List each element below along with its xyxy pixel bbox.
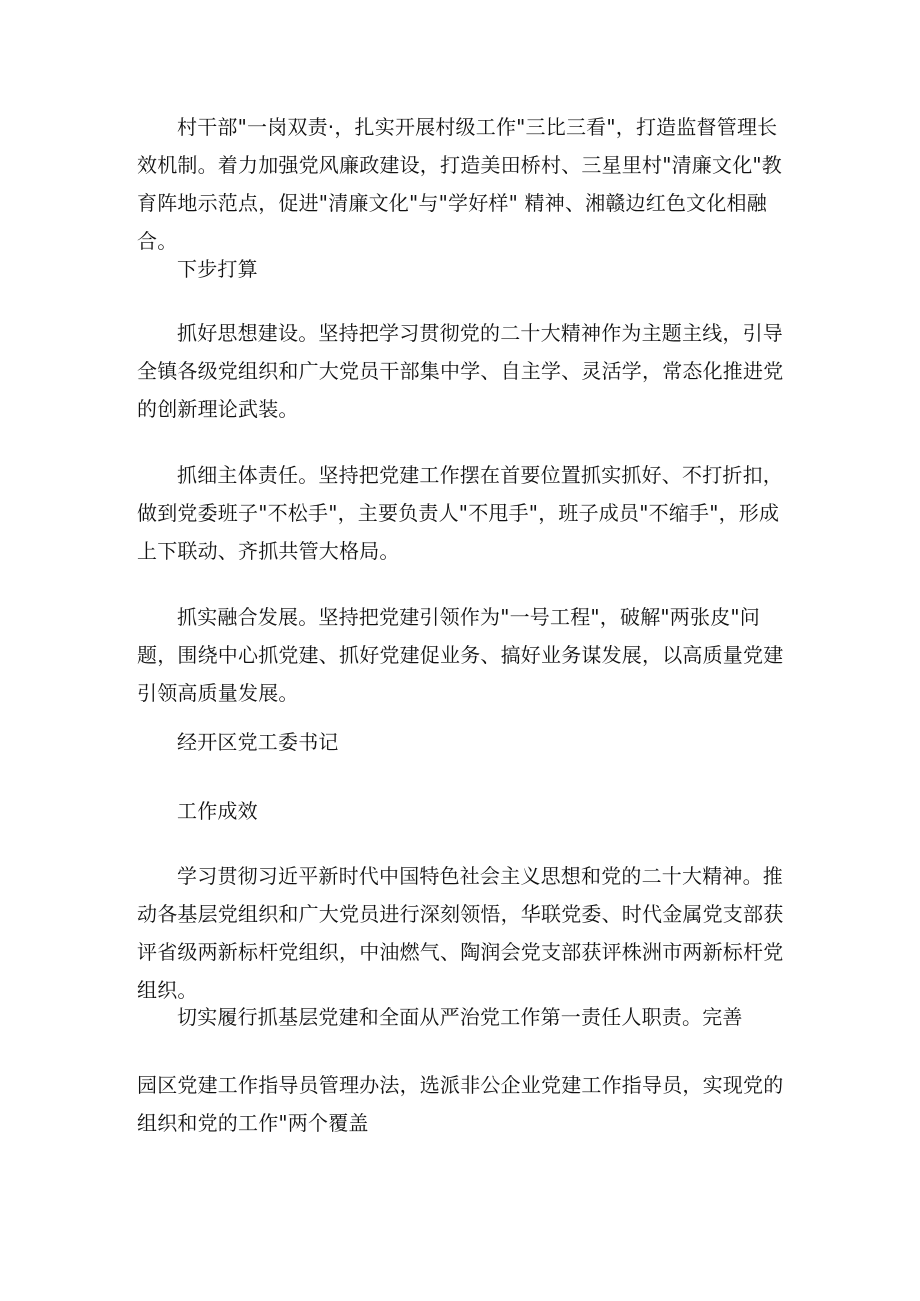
section-heading-development-zone-secretary: 经开区党工委书记 bbox=[177, 730, 339, 754]
paragraph-village-cadre-supervision: 村干部"一岗双责·，扎实开展村级工作"三比三看"，打造监督管理长效机制。着力加强党风廉政建设，打造美田桥村、三星里村"清廉文化"教育阵地示范点，促进"清廉文化"与"学好样" 精神、湘赣边红色文化相融合。 bbox=[137, 115, 782, 253]
paragraph-study-and-implementation: 学习贯彻习近平新时代中国特色社会主义思想和党的二十大精神。推动各基层党组织和广大党员进行深刻领悟，华联党委、时代金属党支部获评省级两新标杆党组织，中油燃气、陶润会党支部获评株洲市两新标杆党组织。 bbox=[137, 864, 784, 1002]
paragraph-integrated-development: 抓实融合发展。坚持把党建引领作为"一号工程"，破解"两张皮"问题，围绕中心抓党建、抓好党建促业务、搞好业务谋发展，以高质量党建引领高质量发展。 bbox=[137, 605, 784, 705]
section-heading-work-results: 工作成效 bbox=[177, 799, 258, 823]
paragraph-ideological-building: 抓好思想建设。坚持把学习贯彻党的二十大精神作为主题主线，引导全镇各级党组织和广大党员干部集中学、自主学、灵活学，常态化推进党的创新理论武装。 bbox=[137, 321, 784, 421]
paragraph-party-building-guide: 园区党建工作指导员管理办法，选派非公企业党建工作指导员，实现党的组织和党的工作"两个覆盖 bbox=[137, 1073, 784, 1135]
section-heading-next-plan: 下步打算 bbox=[177, 257, 258, 281]
paragraph-first-responsible-person: 切实履行抓基层党建和全面从严治党工作第一责任人职责。完善 bbox=[177, 1005, 743, 1029]
paragraph-main-responsibility: 抓细主体责任。坚持把党建工作摆在首要位置抓实抓好、不打折扣，做到党委班子"不松手"，主要负责人"不甩手"，班子成员"不缩手"，形成上下联动、齐抓共管大格局。 bbox=[137, 463, 783, 563]
